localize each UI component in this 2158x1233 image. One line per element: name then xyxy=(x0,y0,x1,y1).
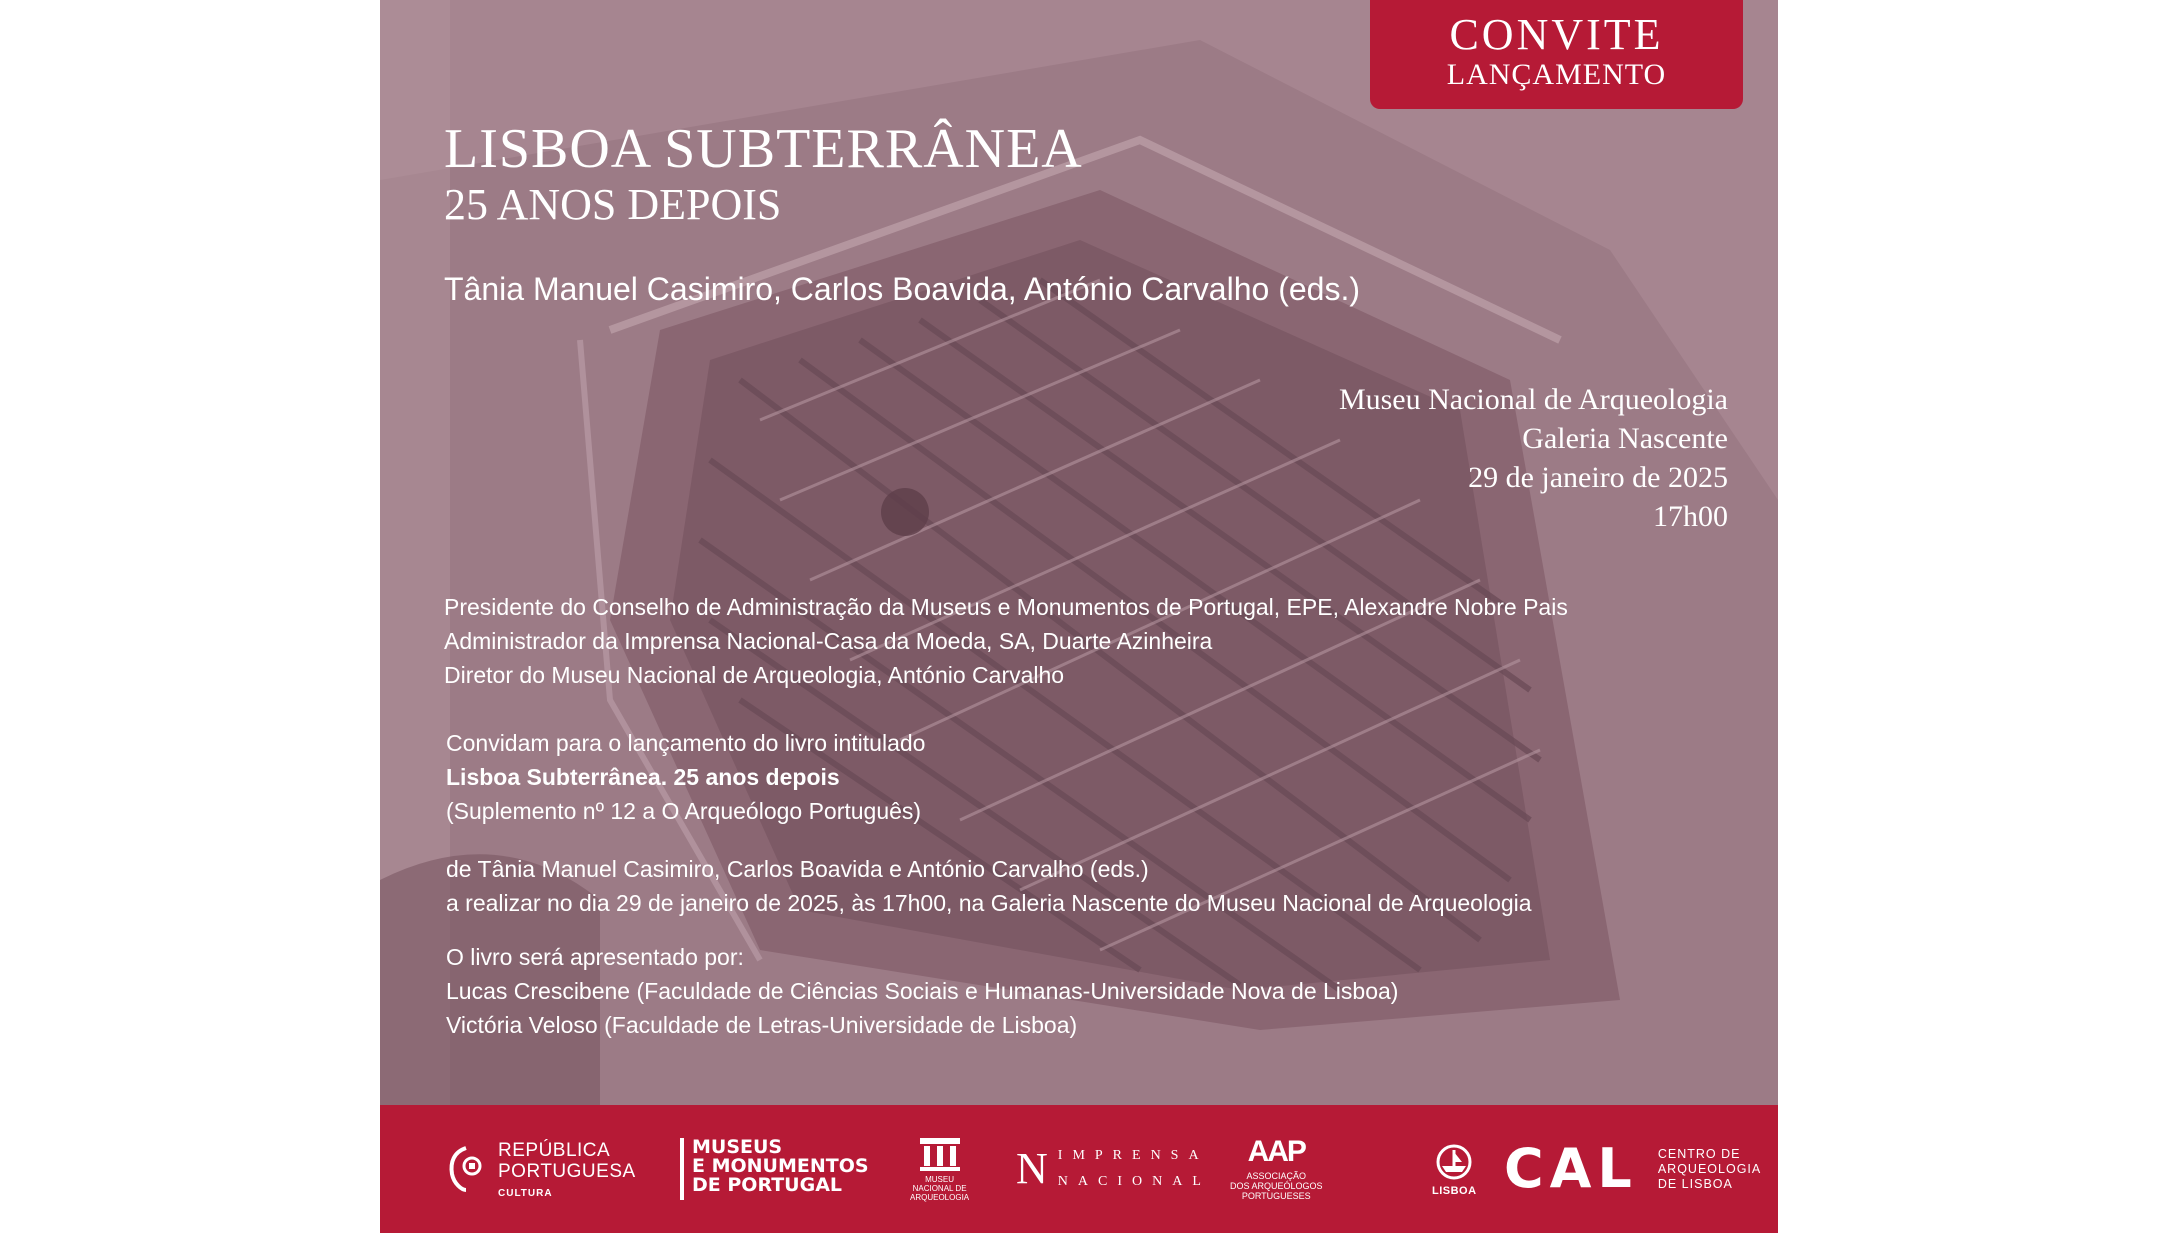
incm-letter: N xyxy=(1016,1144,1048,1193)
mmp-line2: E MONUMENTOS xyxy=(692,1155,869,1177)
cal-mark: CAL xyxy=(1504,1137,1638,1200)
event-venue: Museu Nacional de Arqueologia xyxy=(1338,383,1728,416)
imprensa-nacional-logo xyxy=(1016,1105,1211,1233)
invitation-badge xyxy=(1370,0,1743,109)
invitation-details: a realizar no dia 29 de janeiro de 2025, às 17h00, na Galeria Nascente do Museu Nacional de Arqueologia xyxy=(446,890,1532,916)
lisboa-name: LISBOA xyxy=(1432,1184,1477,1197)
badge-subtitle: LANÇAMENTO xyxy=(1446,58,1667,91)
cal-line1: CENTRO DE xyxy=(1657,1146,1741,1161)
invitation-card xyxy=(380,0,1778,1233)
aap-logo xyxy=(1230,1105,1323,1233)
event-room: Galeria Nascente xyxy=(1522,422,1728,455)
book-editors: Tânia Manuel Casimiro, Carlos Boavida, António Carvalho (eds.) xyxy=(444,271,1360,307)
aap-line3: PORTUGUESES xyxy=(1241,1191,1311,1201)
book-title: LISBOA SUBTERRÂNEA xyxy=(444,118,1083,180)
museus-monumentos-logo xyxy=(680,1105,869,1233)
hosts-block xyxy=(444,590,1568,692)
book-subtitle: 25 ANOS DEPOIS xyxy=(444,180,782,229)
invitation-intro: Convidam para o lançamento do livro intitulado xyxy=(446,730,926,756)
mmp-line3: DE PORTUGAL xyxy=(692,1174,843,1196)
presenter-line: Lucas Crescibene (Faculdade de Ciências Sociais e Humanas-Universidade Nova de Lisboa) xyxy=(446,978,1399,1004)
host-line: Administrador da Imprensa Nacional-Casa da Moeda, SA, Duarte Azinheira xyxy=(444,628,1213,654)
lisboa-ship-icon xyxy=(1434,1142,1474,1182)
aap-line2: DOS ARQUEÓLOGOS xyxy=(1230,1181,1323,1191)
presenters-block xyxy=(446,940,1398,1042)
presenter-line: Victória Veloso (Faculdade de Letras-Universidade de Lisboa) xyxy=(446,1012,1078,1038)
badge-title: CONVITE xyxy=(1449,10,1664,59)
invitation-block xyxy=(446,726,925,828)
republica-line1: REPÚBLICA xyxy=(498,1139,611,1161)
incm-line2: NACIONAL xyxy=(1057,1174,1211,1189)
event-date: 29 de janeiro de 2025 xyxy=(1468,461,1728,494)
invitation-supplement: (Suplemento nº 12 a O Arqueólogo Português) xyxy=(446,798,922,824)
incm-line1: IMPRENSA xyxy=(1057,1148,1209,1163)
temple-icon xyxy=(918,1136,962,1172)
invitation-book-title: Lisboa Subterrânea. 25 anos depois xyxy=(446,764,840,790)
museu-arqueologia-logo xyxy=(910,1105,969,1233)
presenters-heading: O livro será apresentado por: xyxy=(446,944,744,970)
republica-portuguesa-logo xyxy=(444,1105,636,1233)
details-block xyxy=(446,852,1532,920)
partner-logos-footer xyxy=(380,1105,1778,1233)
host-line: Diretor do Museu Nacional de Arqueologia, António Carvalho xyxy=(444,662,1065,688)
republica-line2: PORTUGUESA xyxy=(498,1160,636,1182)
mna-line1: MUSEU xyxy=(925,1175,954,1184)
host-line: Presidente do Conselho de Administração da Museus e Monumentos de Portugal, EPE, Alexandre Nobre Pais xyxy=(444,594,1568,620)
cal-line2: ARQUEOLOGIA xyxy=(1657,1161,1762,1176)
aap-line1: ASSOCIAÇÃO xyxy=(1246,1171,1307,1181)
cal-logo xyxy=(1504,1105,1761,1233)
republica-emblem-icon xyxy=(444,1144,488,1194)
mmp-line1: MUSEUS xyxy=(692,1136,783,1158)
mna-line2: NACIONAL DE xyxy=(912,1184,967,1193)
cal-line3: DE LISBOA xyxy=(1657,1176,1733,1191)
event-details xyxy=(1339,380,1728,536)
republica-cultura: CULTURA xyxy=(498,1187,553,1199)
lisboa-logo xyxy=(1432,1105,1477,1233)
mna-line3: ARQUEOLOGIA xyxy=(910,1193,970,1202)
aap-mark: AAP xyxy=(1247,1135,1305,1168)
invitation-authors: de Tânia Manuel Casimiro, Carlos Boavida e António Carvalho (eds.) xyxy=(446,856,1149,882)
event-time: 17h00 xyxy=(1653,500,1728,533)
